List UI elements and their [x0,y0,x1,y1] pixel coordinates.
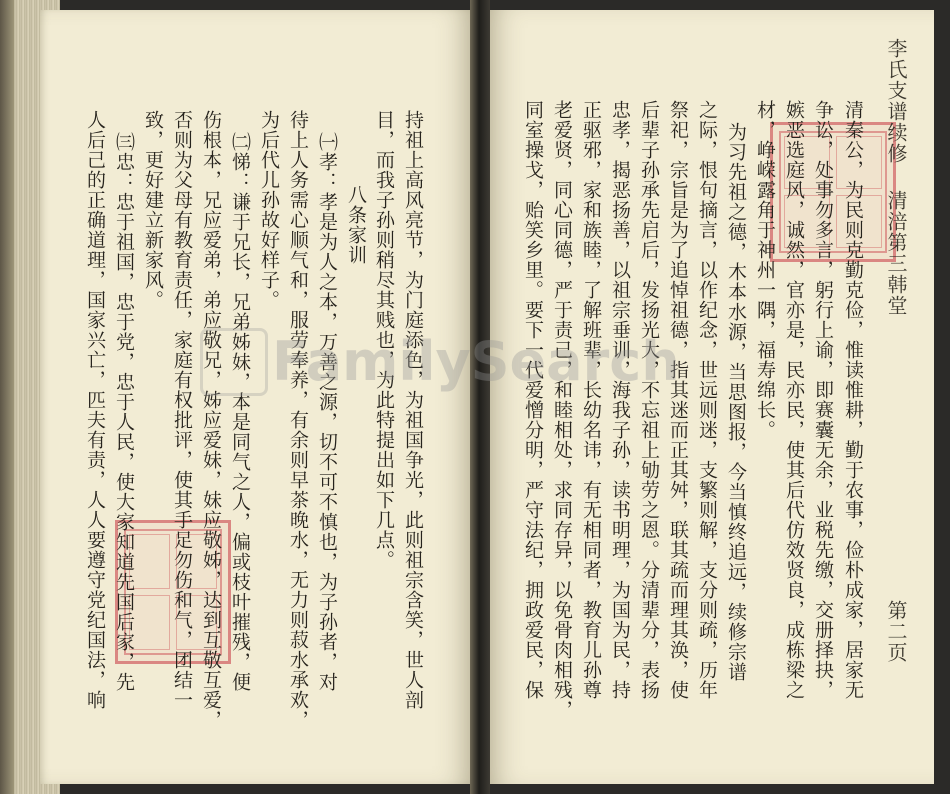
text-column: 老爱贤，同心同德，严于责己，和睦相处，求同存异，以免骨肉相残， [551,100,573,720]
text-column: 为后代儿孙故好样子。 [258,110,280,310]
text-column: 后辈子孙承先启后，发扬光大，不忘祖上劬劳之恩。分清辈分，表扬 [638,100,660,700]
text-column: 正驱邪，家和族睦，了解班辈，长幼名讳，有无相同者，教育儿孙尊 [580,100,602,700]
text-column: 之际，恨句摘言，以作纪念，世远则迷，支繁则解，支分则疏，历年 [696,100,718,700]
text-column: 争讼，处事勿多言，躬行上谕，即赛囊无余，业税先缴，交册择抉， [812,100,834,700]
text-column: 清秦公，为民则克勤克俭，惟读惟耕，勤于农事，俭朴成家，居家无 [842,100,864,700]
section-heading: 八条家训 [345,185,367,265]
text-column: ㈡悌：谦于兄长，兄弟姊妹，本是同气之人，偏或枝叶摧残，便 [229,132,251,692]
text-column: ㈠孝：孝是为人之本，万善之源，切不可不慎也，为子孙者，对 [316,132,338,692]
text-column: 同室操戈，贻笑乡里。要下一代爱憎分明，严守法纪，拥政爱民，保 [522,100,544,700]
book-spine [470,0,490,794]
watermark-logo-icon [200,328,268,396]
text-column: 否则为父母有教育责任，家庭有权批评，使其手足勿伤和气，团结一 [171,110,193,710]
watermark: FamilySearch [272,330,680,393]
book-title: 李氏支谱续修 [884,38,908,164]
cover-edge [0,0,14,794]
text-column: 嫉恶选庭风，诚然，官亦是，民亦民，使其后代仿效贤良，成栋梁之 [783,100,805,700]
text-column: 为习先祖之德，木本水源，当思图报，今当慎终追远，续修宗谱 [725,122,747,682]
text-column: 目，而我子孙则稍尽其贱也，为此特提出如下几点。 [373,110,395,570]
text-column: 伤根本，兄应爱弟，弟应敬兄，姊应爱妹，妹应敬姊，达到互敬互爱， [200,110,222,730]
page-number: 第二页 [884,600,908,663]
text-column: ㈢忠：忠于祖国，忠于党，忠于人民，使大家知道先国后家，先 [113,132,135,692]
text-column: 材，峥嵘露角于神州一隅，福寿绵长。 [754,100,776,440]
hall-name: 清涪第三韩堂 [884,190,908,316]
text-column: 致，更好建立新家风。 [142,110,164,310]
text-column: 忠孝，揭恶扬善，以祖宗垂训，海我子孙，读书明理，为国为民，持 [609,100,631,700]
text-column: 持祖上高风亮节，为门庭添色，为祖国争光，此则祖宗含笑，世人剖 [402,110,424,710]
text-column: 人后己的正确道理，国家兴亡，匹夫有责，人人要遵守党纪国法，响 [84,110,106,710]
text-column: 待上人务需心顺气和，服劳奉养，有余则早茶晚水，无力则菽水承欢， [287,110,309,730]
text-column: 祭祀，宗旨是为了追悼祖德，指其迷而正其舛，联其疏而理其涣，使 [667,100,689,700]
